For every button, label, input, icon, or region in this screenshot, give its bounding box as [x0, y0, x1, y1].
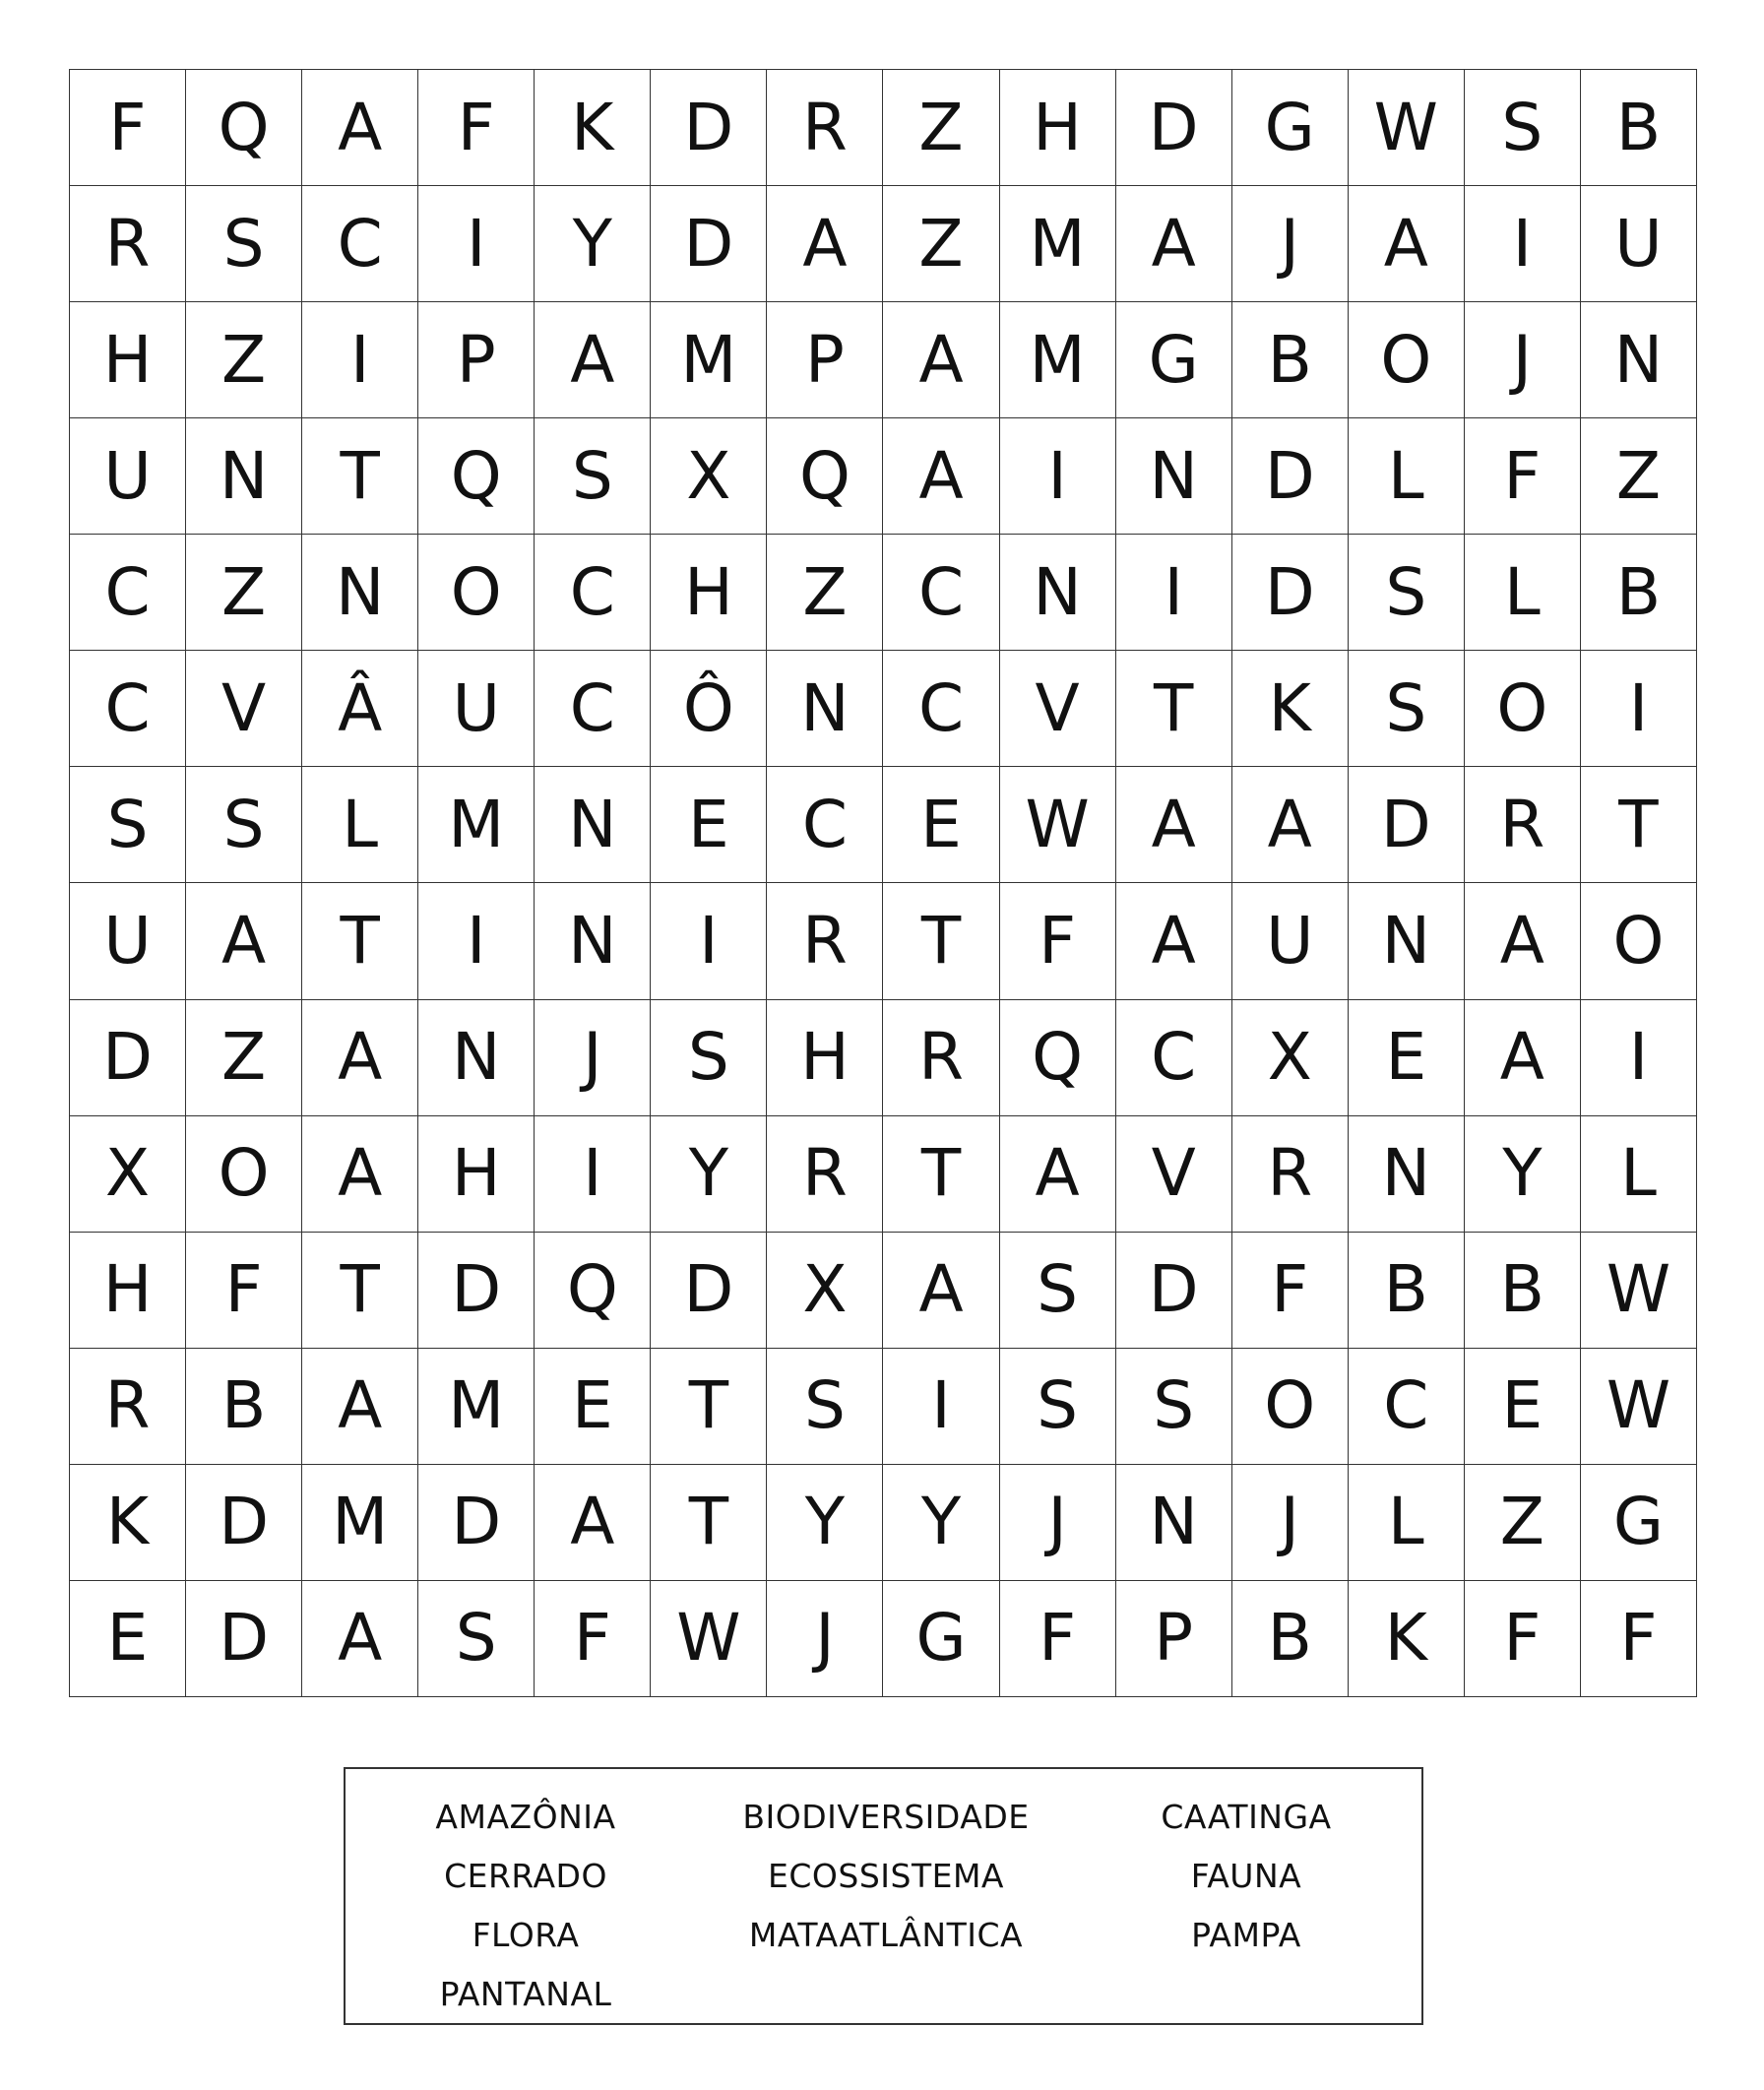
grid-cell[interactable]: A: [767, 186, 883, 302]
grid-cell[interactable]: A: [1349, 186, 1465, 302]
grid-cell[interactable]: A: [1465, 1000, 1581, 1116]
grid-cell[interactable]: A: [883, 302, 999, 418]
grid-cell[interactable]: A: [535, 302, 651, 418]
grid-cell[interactable]: P: [418, 302, 535, 418]
grid-cell[interactable]: K: [70, 1465, 186, 1581]
grid-cell[interactable]: J: [767, 1581, 883, 1697]
grid-cell[interactable]: A: [1232, 767, 1349, 883]
grid-cell[interactable]: B: [1465, 1233, 1581, 1349]
grid-cell[interactable]: T: [302, 883, 418, 999]
grid-cell[interactable]: Y: [767, 1465, 883, 1581]
grid-cell[interactable]: F: [1232, 1233, 1349, 1349]
grid-cell[interactable]: X: [651, 418, 767, 535]
grid-cell[interactable]: O: [1232, 1349, 1349, 1465]
grid-cell[interactable]: T: [883, 1116, 999, 1233]
grid-cell[interactable]: Y: [883, 1465, 999, 1581]
grid-cell[interactable]: M: [1000, 302, 1116, 418]
grid-cell[interactable]: O: [186, 1116, 302, 1233]
grid-cell[interactable]: D: [1116, 1233, 1232, 1349]
grid-cell[interactable]: B: [186, 1349, 302, 1465]
grid-cell[interactable]: Z: [1581, 418, 1697, 535]
grid-cell[interactable]: M: [651, 302, 767, 418]
grid-cell[interactable]: I: [418, 186, 535, 302]
grid-cell[interactable]: F: [535, 1581, 651, 1697]
grid-cell[interactable]: N: [1349, 1116, 1465, 1233]
grid-cell[interactable]: R: [70, 186, 186, 302]
grid-cell[interactable]: T: [651, 1349, 767, 1465]
grid-cell[interactable]: N: [418, 1000, 535, 1116]
word-list-item: FLORA: [472, 1915, 580, 1954]
grid-cell[interactable]: Y: [1465, 1116, 1581, 1233]
grid-cell[interactable]: D: [1232, 418, 1349, 535]
grid-cell[interactable]: Q: [535, 1233, 651, 1349]
grid-cell[interactable]: L: [302, 767, 418, 883]
word-list: [346, 1787, 1421, 2023]
grid-cell[interactable]: A: [883, 418, 999, 535]
grid-cell[interactable]: Z: [1465, 1465, 1581, 1581]
grid-cell[interactable]: F: [70, 70, 186, 186]
grid-cell[interactable]: I: [418, 883, 535, 999]
grid-cell[interactable]: X: [70, 1116, 186, 1233]
grid-cell[interactable]: O: [1465, 651, 1581, 767]
grid-cell[interactable]: T: [883, 883, 999, 999]
word-list-item: PANTANAL: [439, 1974, 612, 2013]
grid-cell[interactable]: P: [1116, 1581, 1232, 1697]
grid-cell[interactable]: E: [883, 767, 999, 883]
word-list-item: CERRADO: [444, 1856, 607, 1895]
grid-cell[interactable]: I: [1465, 186, 1581, 302]
grid-cell[interactable]: L: [1349, 418, 1465, 535]
grid-cell[interactable]: N: [1116, 1465, 1232, 1581]
grid-cell[interactable]: I: [651, 883, 767, 999]
grid-cell[interactable]: U: [1232, 883, 1349, 999]
grid-cell[interactable]: N: [1581, 302, 1697, 418]
grid-cell[interactable]: W: [1000, 767, 1116, 883]
grid-cell[interactable]: N: [767, 651, 883, 767]
grid-cell[interactable]: I: [1581, 651, 1697, 767]
word-list-item: FAUNA: [1190, 1856, 1302, 1895]
grid-cell[interactable]: D: [1349, 767, 1465, 883]
grid-cell[interactable]: S: [70, 767, 186, 883]
grid-cell[interactable]: O: [1349, 302, 1465, 418]
grid-cell[interactable]: B: [1349, 1233, 1465, 1349]
grid-cell[interactable]: F: [186, 1233, 302, 1349]
grid-cell[interactable]: X: [1232, 1000, 1349, 1116]
letter-grid: [69, 69, 1697, 1697]
grid-cell[interactable]: S: [651, 1000, 767, 1116]
grid-cell[interactable]: A: [535, 1465, 651, 1581]
grid-cell[interactable]: S: [535, 418, 651, 535]
grid-cell[interactable]: P: [767, 302, 883, 418]
grid-cell[interactable]: Z: [186, 535, 302, 651]
grid-cell[interactable]: W: [651, 1581, 767, 1697]
grid-cell[interactable]: N: [302, 535, 418, 651]
grid-cell[interactable]: V: [1000, 651, 1116, 767]
grid-cell[interactable]: F: [1465, 418, 1581, 535]
grid-cell[interactable]: U: [1581, 186, 1697, 302]
grid-cell[interactable]: X: [767, 1233, 883, 1349]
grid-cell[interactable]: C: [70, 535, 186, 651]
grid-cell[interactable]: M: [1000, 186, 1116, 302]
word-list-item: CAATINGA: [1161, 1797, 1332, 1836]
grid-cell[interactable]: R: [1465, 767, 1581, 883]
grid-cell[interactable]: L: [1581, 1116, 1697, 1233]
grid-cell[interactable]: N: [1116, 418, 1232, 535]
grid-cell[interactable]: T: [302, 418, 418, 535]
grid-cell[interactable]: Z: [186, 1000, 302, 1116]
grid-cell[interactable]: I: [1000, 418, 1116, 535]
grid-cell[interactable]: A: [302, 1349, 418, 1465]
grid-cell[interactable]: J: [535, 1000, 651, 1116]
grid-cell[interactable]: S: [1000, 1349, 1116, 1465]
word-list-item: MATAATLÂNTICA: [748, 1915, 1024, 1954]
grid-cell[interactable]: Q: [767, 418, 883, 535]
grid-cell[interactable]: K: [1349, 1581, 1465, 1697]
grid-cell[interactable]: Z: [883, 186, 999, 302]
grid-cell[interactable]: T: [302, 1233, 418, 1349]
grid-cell[interactable]: U: [418, 651, 535, 767]
grid-cell[interactable]: C: [535, 535, 651, 651]
grid-cell[interactable]: E: [1465, 1349, 1581, 1465]
grid-cell[interactable]: T: [1581, 767, 1697, 883]
grid-cell[interactable]: W: [1349, 70, 1465, 186]
grid-cell[interactable]: S: [1465, 70, 1581, 186]
grid-cell[interactable]: T: [1116, 651, 1232, 767]
grid-cell[interactable]: D: [418, 1465, 535, 1581]
grid-cell[interactable]: Â: [302, 651, 418, 767]
grid-cell[interactable]: C: [767, 767, 883, 883]
grid-cell[interactable]: C: [535, 651, 651, 767]
grid-cell[interactable]: A: [302, 70, 418, 186]
grid-cell[interactable]: O: [1581, 883, 1697, 999]
grid-cell[interactable]: S: [418, 1581, 535, 1697]
grid-cell[interactable]: R: [1232, 1116, 1349, 1233]
grid-cell[interactable]: C: [1116, 1000, 1232, 1116]
grid-cell[interactable]: B: [1581, 70, 1697, 186]
grid-cell[interactable]: M: [302, 1465, 418, 1581]
word-list-item: ECOSSISTEMA: [768, 1856, 1004, 1895]
grid-cell[interactable]: I: [1116, 535, 1232, 651]
grid-cell[interactable]: A: [186, 883, 302, 999]
grid-cell[interactable]: H: [418, 1116, 535, 1233]
grid-cell[interactable]: Ô: [651, 651, 767, 767]
grid-cell[interactable]: F: [1000, 1581, 1116, 1697]
grid-cell[interactable]: D: [1232, 535, 1349, 651]
grid-cell[interactable]: K: [535, 70, 651, 186]
grid-cell[interactable]: H: [651, 535, 767, 651]
grid-cell[interactable]: R: [767, 883, 883, 999]
grid-cell[interactable]: D: [418, 1233, 535, 1349]
grid-cell[interactable]: H: [70, 302, 186, 418]
grid-cell[interactable]: S: [767, 1349, 883, 1465]
grid-cell[interactable]: N: [186, 418, 302, 535]
grid-cell[interactable]: F: [1465, 1581, 1581, 1697]
word-list-item: PAMPA: [1191, 1915, 1301, 1954]
grid-cell[interactable]: W: [1581, 1233, 1697, 1349]
grid-cell[interactable]: H: [767, 1000, 883, 1116]
grid-cell[interactable]: F: [418, 70, 535, 186]
grid-cell[interactable]: D: [186, 1465, 302, 1581]
grid-cell[interactable]: R: [767, 70, 883, 186]
grid-cell[interactable]: M: [418, 767, 535, 883]
grid-cell[interactable]: W: [1581, 1349, 1697, 1465]
grid-cell[interactable]: V: [186, 651, 302, 767]
grid-cell[interactable]: V: [1116, 1116, 1232, 1233]
grid-cell[interactable]: L: [1465, 535, 1581, 651]
grid-cell[interactable]: A: [1116, 767, 1232, 883]
grid-cell[interactable]: G: [1581, 1465, 1697, 1581]
grid-cell[interactable]: I: [535, 1116, 651, 1233]
grid-cell[interactable]: J: [1000, 1465, 1116, 1581]
grid-cell[interactable]: S: [1116, 1349, 1232, 1465]
grid-cell[interactable]: H: [70, 1233, 186, 1349]
grid-cell[interactable]: S: [1349, 535, 1465, 651]
grid-cell[interactable]: F: [1000, 883, 1116, 999]
grid-cell[interactable]: N: [535, 767, 651, 883]
grid-cell[interactable]: E: [70, 1581, 186, 1697]
grid-cell[interactable]: A: [302, 1581, 418, 1697]
grid-cell[interactable]: Q: [1000, 1000, 1116, 1116]
grid-cell[interactable]: D: [70, 1000, 186, 1116]
grid-cell[interactable]: I: [1581, 1000, 1697, 1116]
grid-cell[interactable]: C: [70, 651, 186, 767]
grid-cell[interactable]: A: [302, 1116, 418, 1233]
grid-cell[interactable]: H: [1000, 70, 1116, 186]
grid-cell[interactable]: I: [302, 302, 418, 418]
word-list-item: BIODIVERSIDADE: [742, 1797, 1030, 1836]
grid-cell[interactable]: D: [651, 70, 767, 186]
grid-cell[interactable]: N: [1349, 883, 1465, 999]
grid-cell[interactable]: N: [535, 883, 651, 999]
grid-cell[interactable]: R: [767, 1116, 883, 1233]
grid-cell[interactable]: L: [1349, 1465, 1465, 1581]
grid-cell[interactable]: S: [186, 767, 302, 883]
grid-cell[interactable]: Z: [883, 70, 999, 186]
grid-cell[interactable]: Y: [651, 1116, 767, 1233]
grid-cell[interactable]: A: [883, 1233, 999, 1349]
grid-cell[interactable]: O: [418, 535, 535, 651]
grid-cell[interactable]: C: [1349, 1349, 1465, 1465]
grid-cell[interactable]: J: [1232, 186, 1349, 302]
grid-cell[interactable]: A: [1465, 883, 1581, 999]
grid-cell[interactable]: Z: [767, 535, 883, 651]
grid-cell[interactable]: Q: [186, 70, 302, 186]
grid-cell[interactable]: R: [883, 1000, 999, 1116]
grid-cell[interactable]: E: [651, 767, 767, 883]
grid-cell[interactable]: B: [1232, 1581, 1349, 1697]
grid-cell[interactable]: D: [1116, 70, 1232, 186]
grid-cell[interactable]: U: [70, 418, 186, 535]
grid-cell[interactable]: G: [1116, 302, 1232, 418]
grid-cell[interactable]: C: [883, 535, 999, 651]
grid-cell[interactable]: J: [1465, 302, 1581, 418]
word-list-item: AMAZÔNIA: [435, 1797, 616, 1836]
grid-cell[interactable]: S: [1000, 1233, 1116, 1349]
grid-cell[interactable]: Q: [418, 418, 535, 535]
grid-cell[interactable]: D: [651, 186, 767, 302]
grid-cell[interactable]: C: [883, 651, 999, 767]
grid-cell[interactable]: J: [1232, 1465, 1349, 1581]
grid-cell[interactable]: S: [1349, 651, 1465, 767]
grid-cell[interactable]: A: [1116, 883, 1232, 999]
grid-cell[interactable]: N: [1000, 535, 1116, 651]
grid-cell[interactable]: G: [1232, 70, 1349, 186]
grid-cell[interactable]: D: [186, 1581, 302, 1697]
grid-cell[interactable]: A: [1116, 186, 1232, 302]
grid-cell[interactable]: M: [418, 1349, 535, 1465]
grid-cell[interactable]: D: [651, 1233, 767, 1349]
word-bank: [344, 1767, 1423, 2025]
grid-cell[interactable]: G: [883, 1581, 999, 1697]
grid-cell[interactable]: Z: [186, 302, 302, 418]
grid-cell[interactable]: E: [535, 1349, 651, 1465]
grid-cell[interactable]: T: [651, 1465, 767, 1581]
grid-cell[interactable]: B: [1581, 535, 1697, 651]
grid-cell[interactable]: A: [302, 1000, 418, 1116]
grid-cell[interactable]: S: [186, 186, 302, 302]
grid-cell[interactable]: I: [883, 1349, 999, 1465]
grid-cell[interactable]: R: [70, 1349, 186, 1465]
grid-cell[interactable]: U: [70, 883, 186, 999]
grid-cell[interactable]: A: [1000, 1116, 1116, 1233]
grid-cell[interactable]: Y: [535, 186, 651, 302]
grid-cell[interactable]: F: [1581, 1581, 1697, 1697]
grid-cell[interactable]: E: [1349, 1000, 1465, 1116]
grid-cell[interactable]: K: [1232, 651, 1349, 767]
grid-cell[interactable]: B: [1232, 302, 1349, 418]
grid-cell[interactable]: C: [302, 186, 418, 302]
